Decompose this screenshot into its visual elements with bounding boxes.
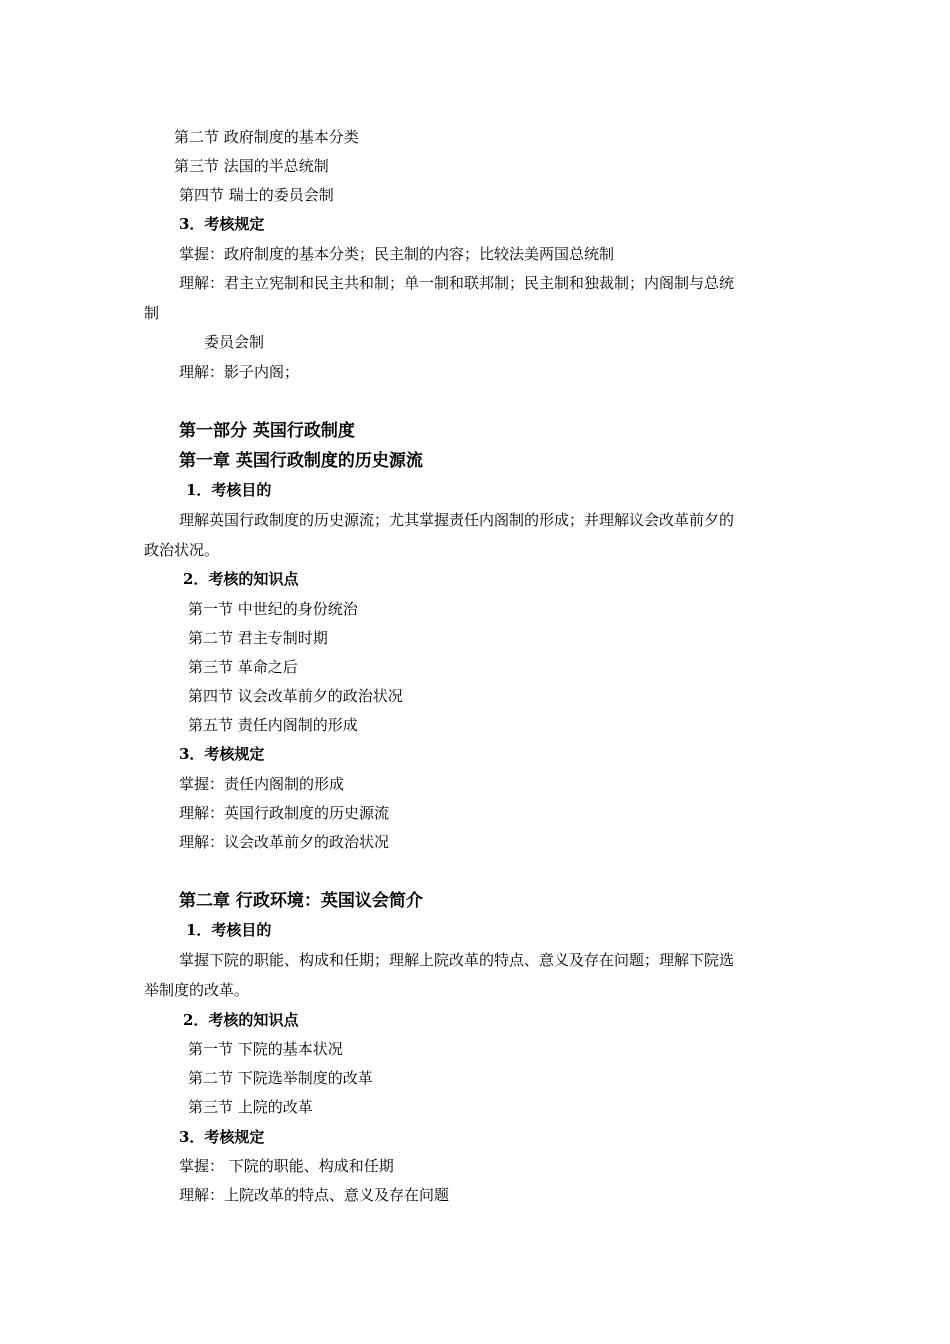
knowledge-points-heading: 2．考核的知识点: [183, 570, 299, 588]
assessment-goal-text: 理解英国行政制度的历史源流；尤其掌握责任内阁制的形成；并理解议会改革前夕的: [179, 511, 735, 529]
ch2-master-text: 掌握： 下院的职能、构成和任期: [179, 1157, 394, 1175]
ch1-section-3: 第三节 革命之后: [188, 658, 298, 676]
section-2-title: 第二节 政府制度的基本分类: [174, 128, 359, 146]
understand-text-cont: 制: [144, 304, 160, 322]
ch2-assessment-goal-heading: 1．考核目的: [186, 921, 272, 939]
understand-text: 理解：君主立宪制和民主共和制；单一制和联邦制；民主制和独裁制；内阁制与总统: [179, 274, 735, 292]
ch1-section-1: 第一节 中世纪的身份统治: [188, 600, 358, 618]
chapter-2-title: 第二章 行政环境：英国议会简介: [179, 891, 423, 911]
section-3-title: 第三节 法国的半总统制: [174, 157, 329, 175]
ch1-section-5: 第五节 责任内阁制的形成: [188, 716, 358, 734]
ch1-assessment-rules-heading: 3．考核规定: [179, 745, 265, 763]
ch2-understand-text: 理解：上院改革的特点、意义及存在问题: [179, 1186, 450, 1204]
assessment-rules-heading: 3．考核规定: [179, 215, 265, 233]
ch2-section-1: 第一节 下院的基本状况: [188, 1040, 343, 1058]
ch2-assessment-goal-text-cont: 举制度的改革。: [144, 981, 250, 999]
ch1-section-2: 第二节 君主专制时期: [188, 629, 328, 647]
assessment-goal-text-cont: 政治状况。: [144, 541, 220, 559]
master-text: 掌握：政府制度的基本分类；民主制的内容；比较法美两国总统制: [179, 245, 615, 263]
assessment-goal-heading: 1．考核目的: [186, 481, 272, 499]
ch2-knowledge-points-heading: 2．考核的知识点: [183, 1011, 299, 1029]
ch1-master-text: 掌握：责任内阁制的形成: [179, 775, 345, 793]
ch2-assessment-rules-heading: 3．考核规定: [179, 1128, 265, 1146]
ch2-section-2: 第二节 下院选举制度的改革: [188, 1069, 373, 1087]
chapter-1-title: 第一章 英国行政制度的历史源流: [179, 451, 423, 471]
ch1-understand-text-2: 理解：议会改革前夕的政治状况: [179, 833, 390, 851]
ch1-understand-text-1: 理解：英国行政制度的历史源流: [179, 804, 390, 822]
section-4-title: 第四节 瑞士的委员会制: [179, 186, 334, 204]
understand-text-2: 理解：影子内阁；: [179, 363, 300, 381]
understand-text-cont-2: 委员会制: [204, 333, 265, 351]
ch2-assessment-goal-text: 掌握下院的职能、构成和任期；理解上院改革的特点、意义及存在问题；理解下院选: [179, 951, 735, 969]
part-1-title: 第一部分 英国行政制度: [179, 421, 355, 441]
ch1-section-4: 第四节 议会改革前夕的政治状况: [188, 687, 403, 705]
ch2-section-3: 第三节 上院的改革: [188, 1098, 313, 1116]
